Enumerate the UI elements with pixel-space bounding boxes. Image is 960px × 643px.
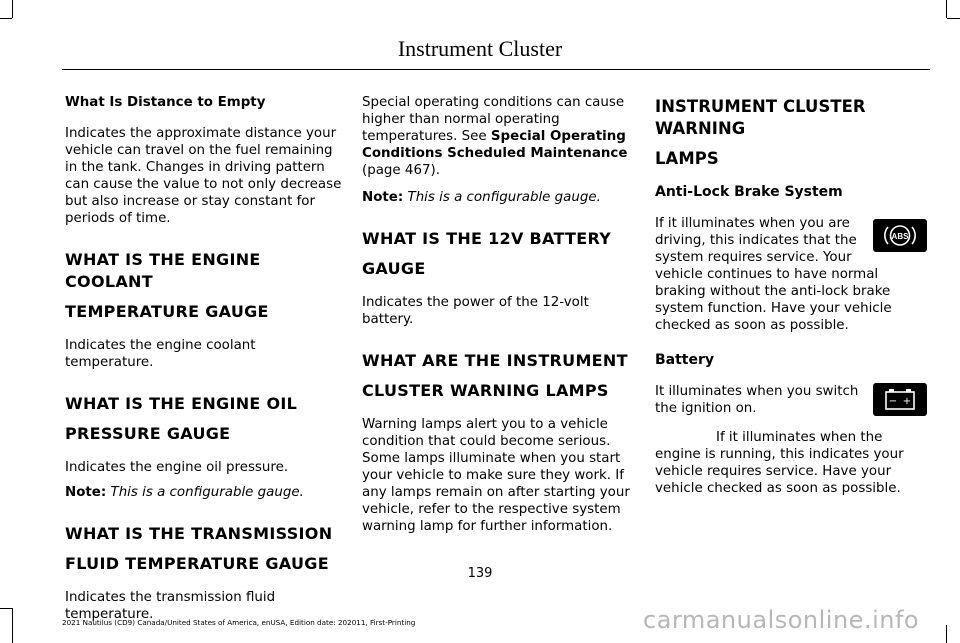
heading-line: WHAT IS THE ENGINE COOLANT (65, 250, 261, 291)
note-configurable-gauge (362, 189, 634, 206)
watermark: carmanualsonline.info (643, 606, 920, 634)
heading-line: TEMPERATURE GAUGE (65, 302, 269, 321)
heading-battery: Battery (655, 352, 715, 368)
heading-coolant-temperature (65, 249, 343, 323)
abs-icon-graphic (873, 219, 927, 252)
note-label: Note: (65, 485, 107, 500)
paragraph-battery-2: If it illuminates when the engine is running, this indicates your vehicle requires service. Have your vehicle checked as soon as possible. (655, 430, 904, 496)
crop-mark (947, 18, 960, 19)
header-rule (62, 69, 930, 70)
note-label: Note: (362, 190, 404, 205)
column-2 (362, 94, 634, 547)
heading-line: FLUID TEMPERATURE GAUGE (65, 554, 329, 573)
abs-warning-icon (873, 219, 927, 252)
column-3 (655, 94, 927, 509)
heading-line: PRESSURE GAUGE (65, 424, 231, 443)
paragraph-battery-gauge: Indicates the power of the 12-volt battery. (362, 295, 589, 327)
heading-line: WHAT IS THE TRANSMISSION (65, 524, 333, 543)
battery-minus-sign: − (888, 396, 898, 407)
heading-oil-pressure (65, 393, 343, 445)
paragraph-abs: If it illuminates when you are driving, this indicates that the system requires service. Your vehicle continues to have normal braking without the anti-lock brake system function. Have your vehicle checked as soon as possible. (655, 216, 892, 333)
heading-line: WHAT IS THE 12V BATTERY (362, 229, 612, 248)
heading-anti-lock-brake: Anti-Lock Brake System (655, 184, 843, 200)
paragraph-special-conditions (362, 94, 634, 179)
heading-warning-lamps (362, 350, 634, 402)
text-span: (page 467). (362, 163, 440, 178)
paragraph-transmission: Indicates the transmission fluid temperature. (65, 590, 276, 622)
paragraph-coolant: Indicates the engine coolant temperature. (65, 338, 256, 370)
page-number: 139 (467, 566, 493, 581)
paragraph-battery-1: It illuminates when you switch the ignition on. (655, 384, 859, 416)
crop-mark (0, 608, 12, 609)
paragraph-oil: Indicates the engine oil pressure. (65, 460, 289, 475)
battery-icon-graphic (873, 383, 927, 416)
heading-line: CLUSTER WARNING LAMPS (362, 381, 609, 400)
heading-12v-battery (362, 228, 634, 280)
heading-line: WHAT ARE THE INSTRUMENT (362, 351, 628, 370)
link-special-operating-conditions[interactable]: Special Operating Conditions Scheduled Maintenance (362, 129, 628, 161)
heading-line: WHAT IS THE ENGINE OIL (65, 394, 298, 413)
abs-icon-text: ABS (891, 232, 909, 241)
battery-plus-sign: + (902, 396, 912, 407)
note-text: This is a configurable gauge. (110, 485, 304, 500)
text-span: Special operating conditions can cause higher than normal operating temperatures. See (362, 95, 625, 144)
crop-mark (12, 0, 13, 18)
note-text: This is a configurable gauge. (407, 190, 601, 205)
crop-mark (12, 608, 13, 643)
column-1 (65, 94, 343, 635)
heading-instrument-cluster-warning-lamps (655, 96, 927, 170)
footer-edition-info: 2021 Nautilus (CD9) Canada/United States of America, enUSA, Edition date: 202011, First-Printing (62, 618, 416, 627)
heading-line: GAUGE (362, 259, 426, 278)
heading-line: LAMPS (655, 149, 719, 168)
crop-mark (0, 18, 12, 19)
page-header-title: Instrument Cluster (397, 36, 563, 61)
paragraph-distance-to-empty: Indicates the approximate distance your vehicle can travel on the fuel remaining in the tank. Changes in driving pattern can cause the value to not only decrease but also increase or stay constant for periods of time. (65, 126, 342, 226)
note-configurable-gauge (65, 484, 343, 501)
crop-mark (946, 625, 947, 643)
crop-mark (946, 0, 947, 18)
paragraph-warning-lamps: Warning lamps alert you to a vehicle condition that could become serious. Some lamps illuminate when you start your vehicle to make sure they work. If any lamps remain on after starting your vehicle, refer to the respective system warning lamp for further information. (362, 417, 630, 534)
heading-line: INSTRUMENT CLUSTER WARNING (655, 97, 866, 138)
heading-distance-to-empty: What Is Distance to Empty (65, 95, 266, 110)
battery-warning-icon (873, 383, 927, 416)
